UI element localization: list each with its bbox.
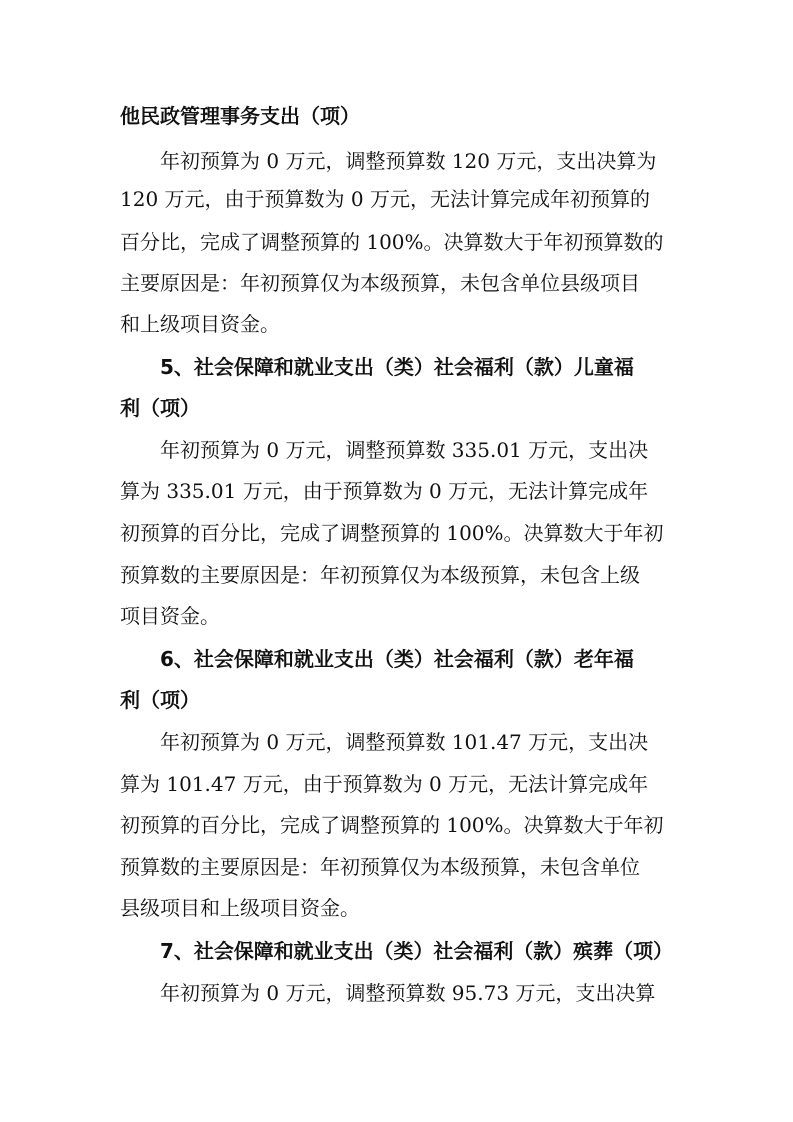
paragraph-line — [0, 893, 793, 923]
section-heading-5 — [0, 352, 793, 382]
paragraph-text: 预算数的主要原因是：年初预算仅为本级预算，未包含单位 — [120, 855, 640, 879]
paragraph-line — [0, 268, 793, 298]
section-heading-7 — [0, 936, 793, 966]
paragraph-line — [0, 810, 793, 840]
heading-text: 6、社会保障和就业支出（类）社会福利（款）老年福 — [160, 647, 634, 671]
paragraph-line — [0, 978, 793, 1008]
section-heading-6 — [0, 644, 793, 674]
heading-text: 利（项） — [120, 396, 200, 420]
paragraph-text: 120 万元，由于预算数为 0 万元，无法计算完成年初预算的 — [120, 187, 650, 211]
paragraph-text: 百分比，完成了调整预算的 100%。决算数大于年初预算数的 — [120, 230, 664, 254]
paragraph-text: 初预算的百分比，完成了调整预算的 100%。决算数大于年初 — [120, 813, 664, 837]
paragraph-line — [0, 852, 793, 882]
paragraph-line — [0, 476, 793, 506]
paragraph-text: 项目资金。 — [120, 604, 220, 628]
paragraph-text: 算为 335.01 万元，由于预算数为 0 万元，无法计算完成年 — [120, 479, 649, 503]
paragraph-line — [0, 727, 793, 757]
paragraph-text: 预算数的主要原因是：年初预算仅为本级预算，未包含上级 — [120, 563, 640, 587]
paragraph-text: 算为 101.47 万元，由于预算数为 0 万元，无法计算完成年 — [120, 772, 649, 796]
heading-text: 7、社会保障和就业支出（类）社会福利（款）殡葬（项） — [160, 939, 673, 963]
heading-text: 他民政管理事务支出（项） — [120, 104, 360, 128]
paragraph-text: 年初预算为 0 万元，调整预算数 335.01 万元，支出决 — [160, 438, 649, 462]
paragraph-line — [0, 518, 793, 548]
paragraph-line — [0, 146, 793, 176]
paragraph-line — [0, 184, 793, 214]
paragraph-line — [0, 227, 793, 257]
paragraph-text: 主要原因是：年初预算仅为本级预算，未包含单位县级项目 — [120, 271, 640, 295]
paragraph-text: 年初预算为 0 万元，调整预算数 101.47 万元，支出决 — [160, 730, 649, 754]
paragraph-text: 和上级项目资金。 — [120, 312, 280, 336]
heading-text: 5、社会保障和就业支出（类）社会福利（款）儿童福 — [160, 355, 634, 379]
section-heading-continued — [0, 101, 793, 131]
paragraph-text: 初预算的百分比，完成了调整预算的 100%。决算数大于年初 — [120, 521, 664, 545]
paragraph-line — [0, 309, 793, 339]
paragraph-line — [0, 769, 793, 799]
paragraph-line — [0, 560, 793, 590]
paragraph-text: 县级项目和上级项目资金。 — [120, 896, 360, 920]
paragraph-line — [0, 435, 793, 465]
heading-text: 利（项） — [120, 688, 200, 712]
paragraph-line — [0, 601, 793, 631]
paragraph-text: 年初预算为 0 万元，调整预算数 120 万元，支出决算为 — [160, 149, 657, 173]
paragraph-text: 年初预算为 0 万元，调整预算数 95.73 万元，支出决算 — [160, 981, 656, 1005]
section-heading-5-cont — [0, 393, 793, 423]
section-heading-6-cont — [0, 685, 793, 715]
